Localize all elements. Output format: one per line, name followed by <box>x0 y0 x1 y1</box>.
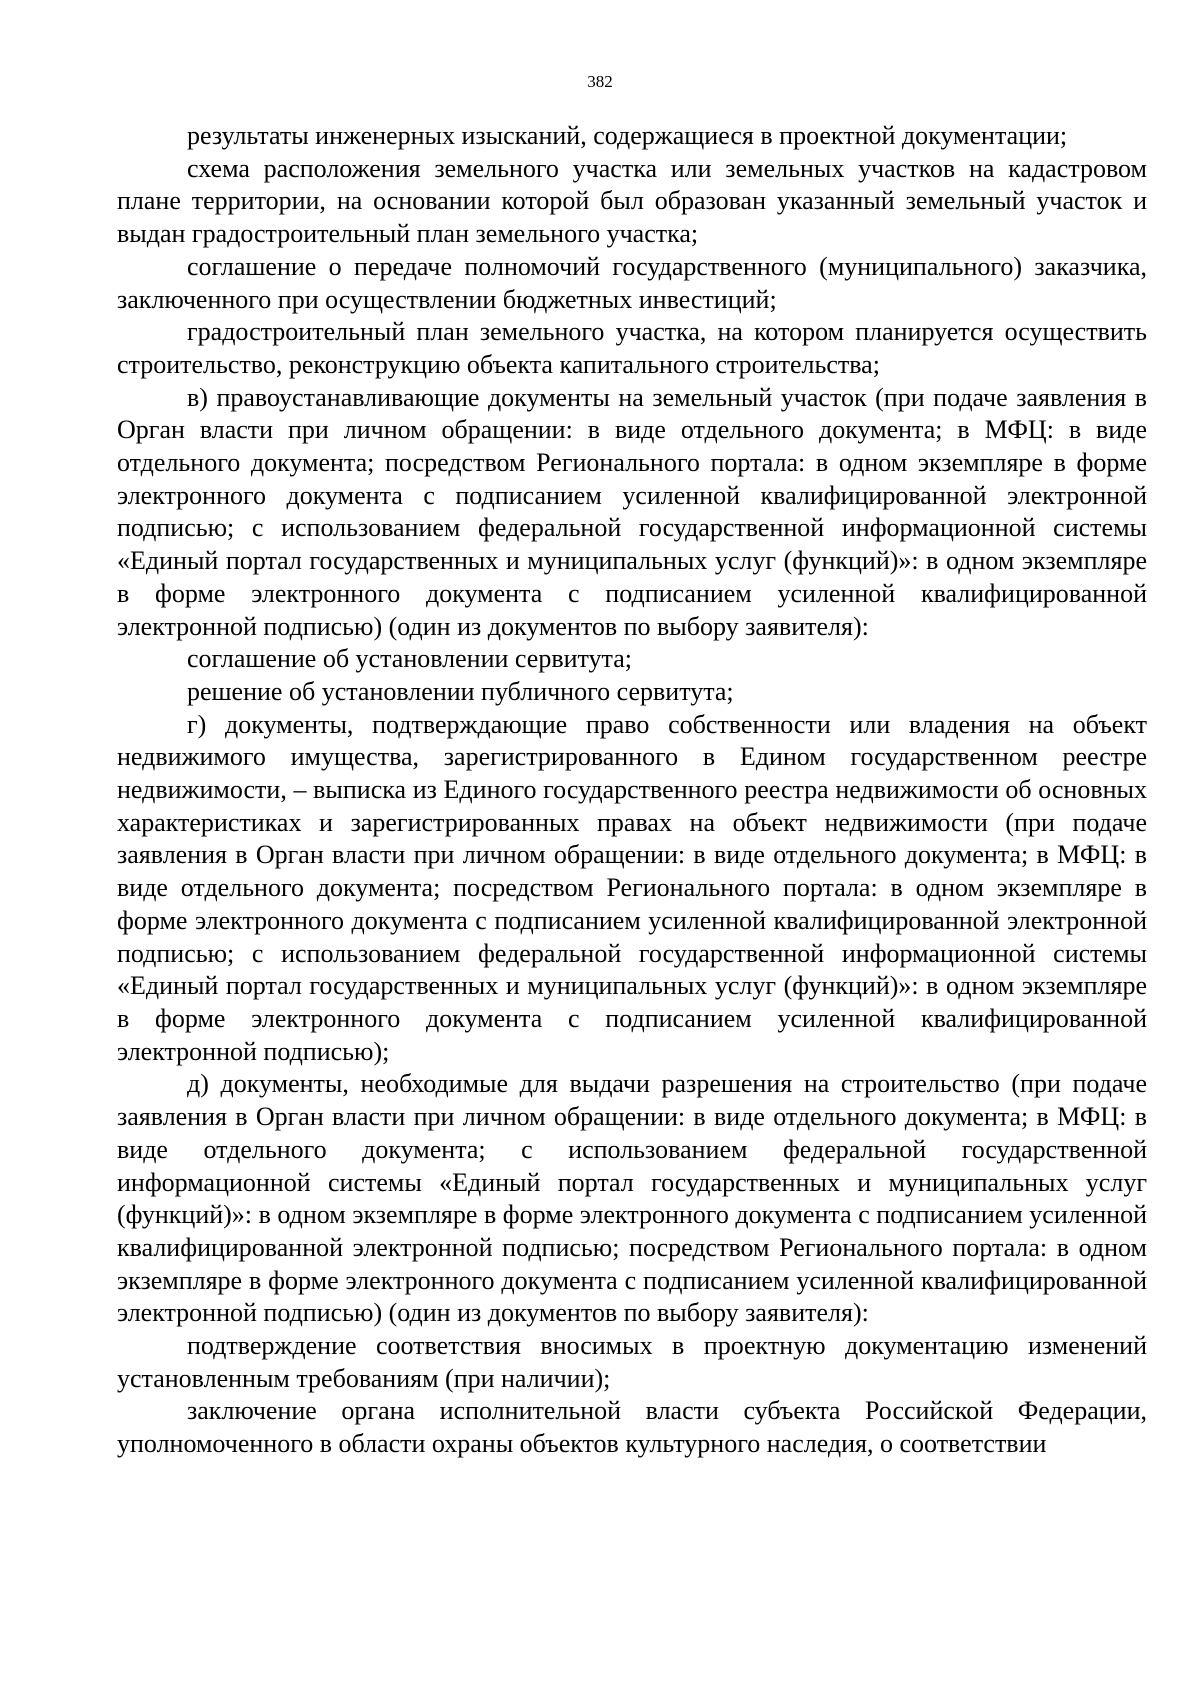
document-body <box>117 120 1147 1461</box>
paragraph-compliance-confirmation: подтверждение соответствия вносимых в проектную документацию изменений установленным требованиям (при наличии); <box>117 1331 1147 1393</box>
paragraph-urban-planning-plan: градостроительный план земельного участка, на котором планируется осуществить строительство, реконструкцию объекта капитального строительства; <box>117 317 1147 379</box>
paragraph-servitude-agreement: соглашение об установлении сервитута; <box>187 644 632 674</box>
paragraph-land-plot-scheme: схема расположения земельного участка или земельных участков на кадастровом плане территории, на основании которой был образован указанный земельный участок и выдан градостроительный план земельного участка; <box>117 153 1147 249</box>
paragraph-survey-results: результаты инженерных изысканий, содержащиеся в проектной документации; <box>187 121 1068 150</box>
page-number: 382 <box>587 72 613 91</box>
paragraph-item-v-title-documents: в) правоустанавливающие документы на земельный участок (при подаче заявления в Орган власти при личном обращении: в виде отдельного документа; в МФЦ: в виде отдельного документа; посредством Регионального портала: в одном экземпляре в форме электронного документа с подписанием усиленной квалифицированной электронной подписью; с использованием федеральной государственной информационной системы «Единый портал государственных и муниципальных услуг (функций)»: в одном экземпляре в форме электронного документа с подписанием усиленной квалифицированной электронной подписью) (один из документов по выбору заявителя): <box>117 382 1147 641</box>
paragraph-item-d-permit-documents: д) документы, необходимые для выдачи разрешения на строительство (при подаче заявления в Орган власти при личном обращении: в виде отдельного документа; в МФЦ: в виде отдельного документа; с использованием федеральной государственной информационной системы «Единый портал государственных и муниципальных услуг (функций)»: в одном экземпляре в форме электронного документа с подписанием усиленной квалифицированной электронной подписью; посредством Регионального портала: в одном экземпляре в форме электронного документа с подписанием усиленной квалифицированной электронной подписью) (один из документов по выбору заявителя): <box>117 1069 1147 1328</box>
paragraph-cultural-heritage-conclusion: заключение органа исполнительной власти субъекта Российской Федерации, уполномоченного в области охраны объектов культурного наследия, о соответствии <box>117 1396 1147 1459</box>
paragraph-delegation-agreement: соглашение о передаче полномочий государственного (муниципального) заказчика, заключенного при осуществлении бюджетных инвестиций; <box>117 251 1147 314</box>
paragraph-item-g-ownership-documents: г) документы, подтверждающие право собственности или владения на объект недвижимого имущества, зарегистрированного в Едином государственном реестре недвижимости, – выписка из Единого государственного реестра недвижимости об основных характеристиках и зарегистрированных правах на объект недвижимости (при подаче заявления в Орган власти при личном обращении: в виде отдельного документа; в МФЦ: в виде отдельного документа; посредством Регионального портала: в одном экземпляре в форме электронного документа с подписанием усиленной квалифицированной электронной подписью; с использованием федеральной государственной информационной системы «Единый портал государственных и муниципальных услуг (функций)»: в одном экземпляре в форме электронного документа с подписанием усиленной квалифицированной электронной подписью); <box>117 709 1147 1066</box>
paragraph-public-servitude: решение об установлении публичного сервитута; <box>187 676 734 706</box>
